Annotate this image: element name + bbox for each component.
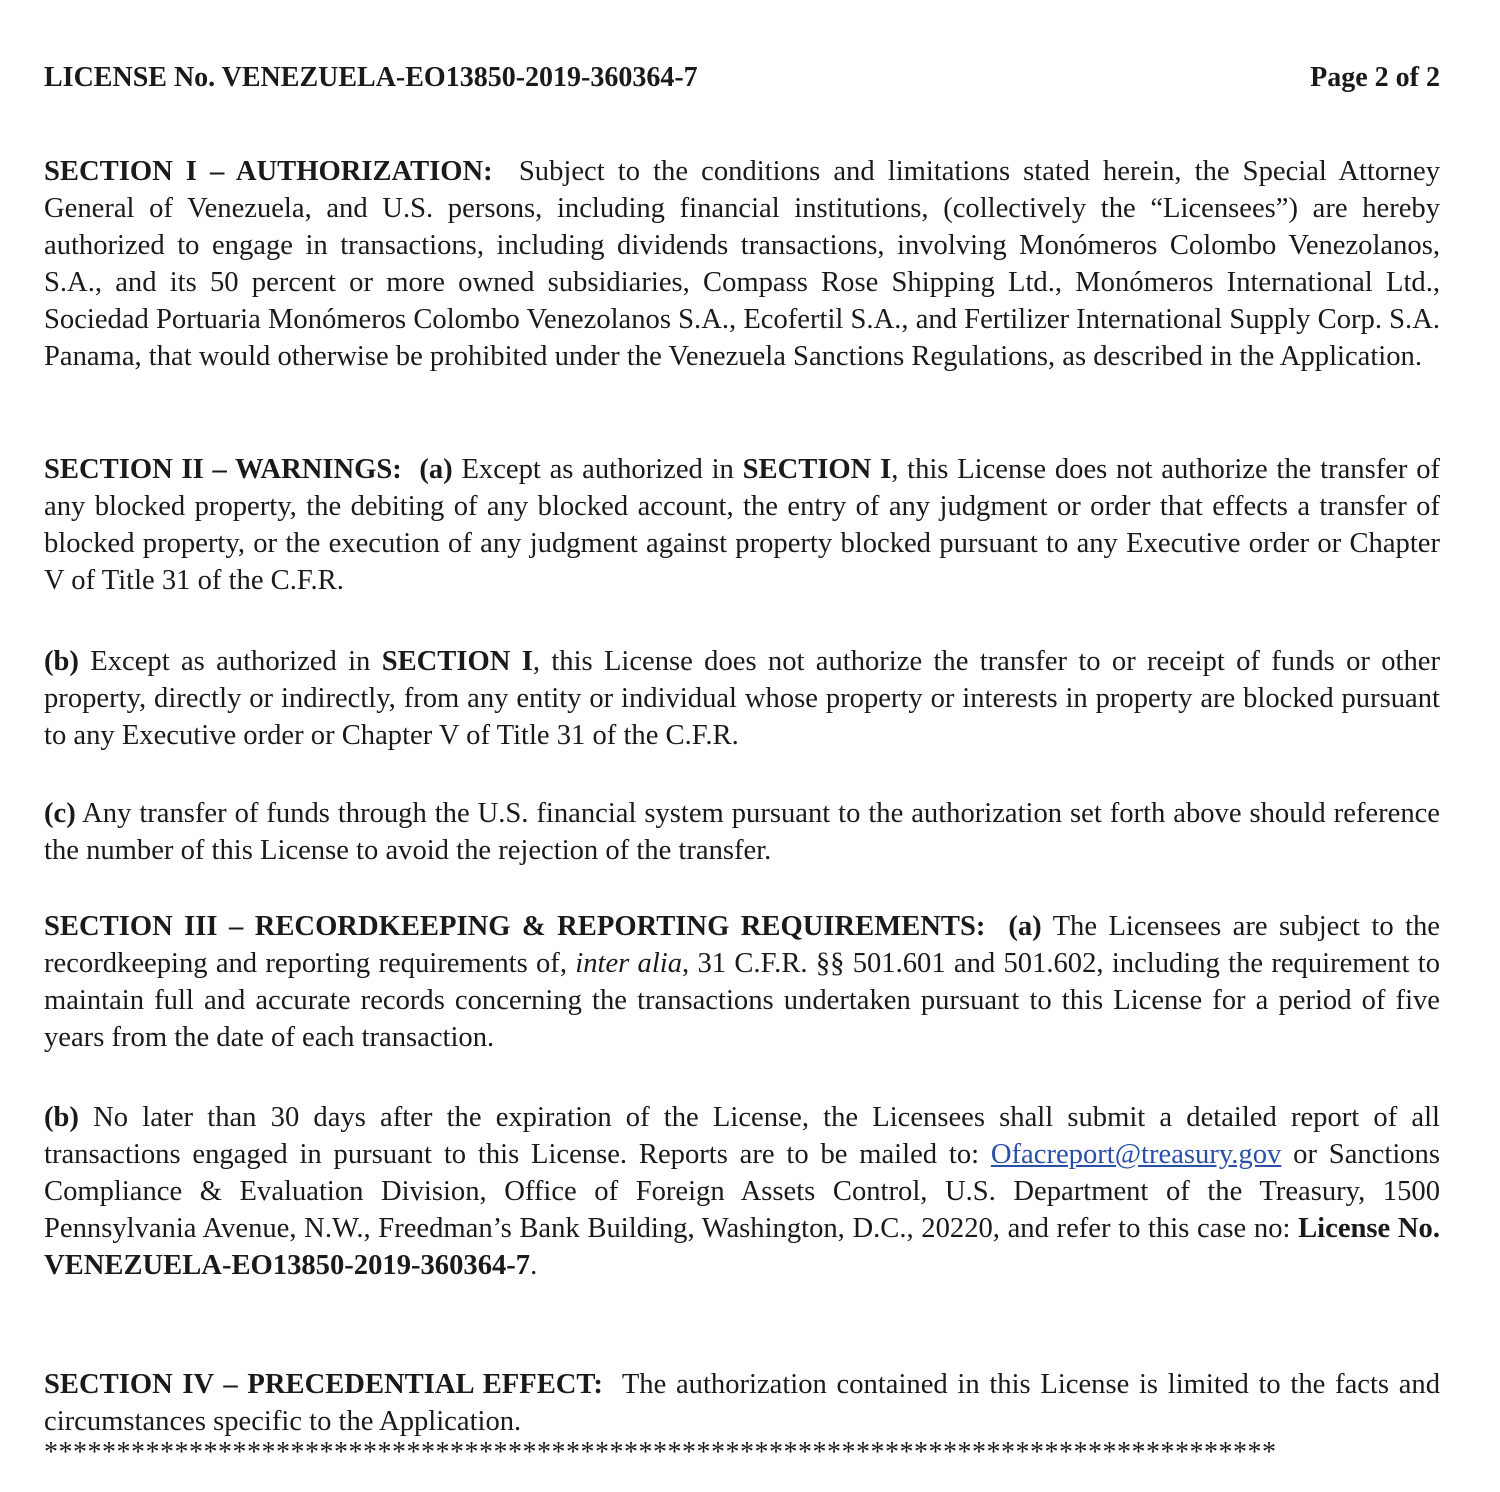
section-4-paragraph — [44, 1366, 1440, 1440]
section-3a-paragraph — [44, 908, 1440, 1056]
section-2c-marker: (c) — [44, 798, 76, 829]
section-2b-paragraph — [44, 643, 1440, 754]
section-4-text: The authorization contained in this License is limited to the facts and circumstances specific to the Application. — [44, 1369, 1441, 1437]
section-3a-italic: inter alia — [575, 948, 683, 979]
section-2b-marker: (b) — [44, 646, 79, 677]
section-4-heading: SECTION IV – PRECEDENTIAL EFFECT: — [44, 1369, 603, 1400]
section-3b-text-2: or Sanctions Compliance & Evaluation Division, Office of Foreign Assets Control, U.S. Department of the Treasury, 1500 Pennsylvania Avenue, N.W., Freedman’s Bank Building, Washington, D.C., 20220, and refer to this case no: — [44, 1139, 1440, 1244]
section-3b-text-3: . — [530, 1250, 538, 1281]
section-3b-case-ref: License No. VENEZUELA-EO13850-2019-360364-7 — [44, 1213, 1440, 1281]
section-2-heading: SECTION II – WARNINGS: — [44, 454, 402, 485]
section-3b-marker: (b) — [44, 1102, 79, 1133]
asterisk-divider: ************************************************************************************* — [44, 1438, 1277, 1468]
license-number-label: LICENSE No. VENEZUELA-EO13850-2019-360364-7 — [44, 62, 698, 93]
section-2a-text-1: Except as authorized in — [461, 454, 734, 485]
section-2a-paragraph — [44, 451, 1440, 599]
section-2c-text: Any transfer of funds through the U.S. financial system pursuant to the authorization set forth above should reference the number of this License to avoid the rejection of the transfer. — [44, 798, 1440, 866]
section-2b-text-2: , this License does not authorize the transfer to or receipt of funds or other property, directly or indirectly, from any entity or individual whose property or interests in property are blocked pursuant to any Executive order or Chapter V of Title 31 of the C.F.R. — [44, 646, 1441, 751]
section-3a-text-1: The Licensees are subject to the recordkeeping and reporting requirements of, — [44, 911, 1441, 979]
section-3b-text-1: No later than 30 days after the expiration of the License, the Licensees shall submit a detailed report of all transactions engaged in pursuant to this License. Reports are to be mailed to: — [44, 1102, 1440, 1170]
section-2a-marker: (a) — [419, 454, 453, 485]
section-1-text: Subject to the conditions and limitations stated herein, the Special Attorney General of Venezuela, and U.S. persons, including financial institutions, (collectively the “Licensees”) are hereby authorized to engage in transactions, including dividends transactions, involving Monómeros Colombo Venezolanos, S.A., and its 50 percent or more owned subsidiaries, Compass Rose Shipping Ltd., Monómeros International Ltd., Sociedad Portuaria Monómeros Colombo Venezolanos S.A., Ecofertil S.A., and Fertilizer International Supply Corp. S.A. Panama, that would otherwise be prohibited under the Venezuela Sanctions Regulations, as described in the Application. — [44, 156, 1440, 372]
section-3b-paragraph — [44, 1099, 1440, 1284]
page-number-label: Page 2 of 2 — [1310, 62, 1440, 93]
section-2c-paragraph — [44, 795, 1440, 869]
section-1-heading: SECTION I – AUTHORIZATION: — [44, 156, 493, 187]
license-page — [44, 58, 1441, 1468]
section-3a-text-2: , 31 C.F.R. §§ 501.601 and 501.602, including the requirement to maintain full and accurate records concerning the transactions undertaken pursuant to this License for a period of five years from the date of each transaction. — [44, 948, 1440, 1053]
report-email-link[interactable]: Ofacreport@treasury.gov — [990, 1139, 1282, 1170]
section-2b-text-1: Except as authorized in — [90, 646, 371, 677]
page-header — [44, 58, 1440, 102]
section-2a-text-2: , this License does not authorize the transfer of any blocked property, the debiting of any blocked account, the entry of any judgment or order that effects a transfer of blocked property, or the execution of any judgment against property blocked pursuant to any Executive order or Chapter V of Title 31 of the C.F.R. — [44, 454, 1441, 596]
section-3-heading: SECTION III – RECORDKEEPING & REPORTING REQUIREMENTS: — [44, 911, 986, 942]
section-2b-ref: SECTION I — [381, 646, 533, 677]
section-2a-ref: SECTION I — [742, 454, 892, 485]
section-1-paragraph — [44, 153, 1440, 375]
section-3a-marker: (a) — [1008, 911, 1042, 942]
